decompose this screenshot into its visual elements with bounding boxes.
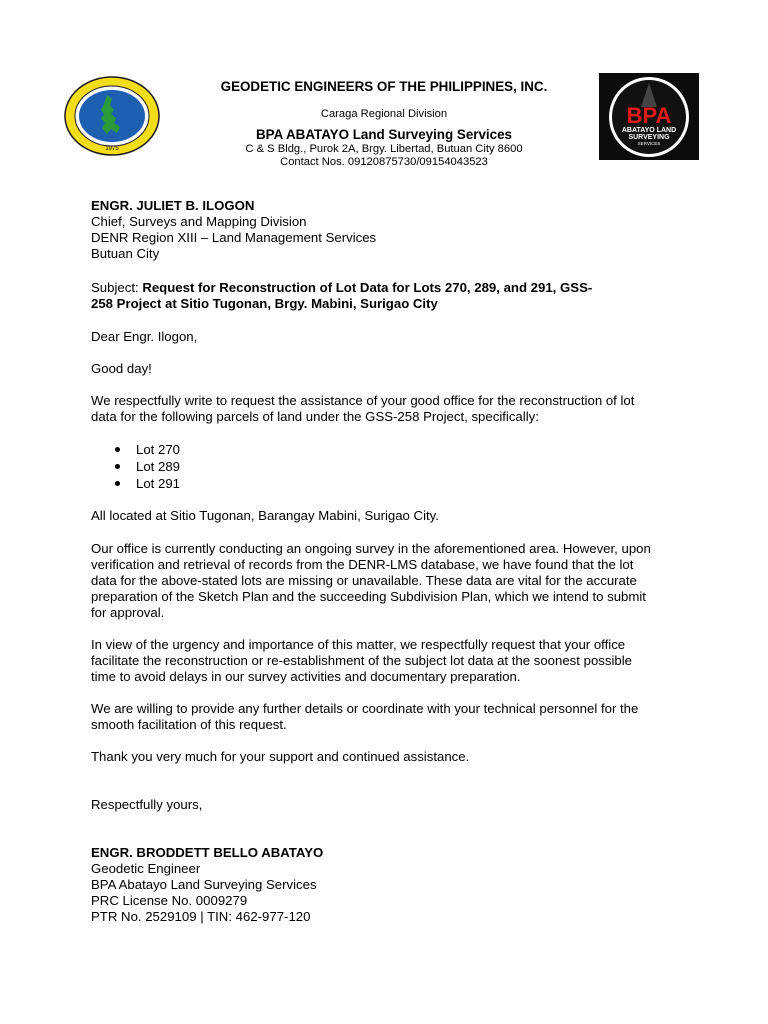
bullet-dot — [115, 464, 120, 469]
subject-text-1: Request for Reconstruction of Lot Data for Lots 270, 289, and 291, GSS- — [142, 280, 593, 295]
logo-initials: BPA — [626, 103, 672, 128]
signatory-prc: PRC License No. 0009279 — [91, 893, 248, 908]
paragraph-3-line-1: In view of the urgency and importance of this matter, we respectfully request that your office — [91, 637, 626, 652]
signatory-name: ENGR. BRODDETT BELLO ABATAYO — [91, 845, 324, 860]
firm-address-block — [0, 143, 768, 169]
salutation: Dear Engr. Ilogon, — [91, 329, 198, 344]
paragraph-2-line-5: for approval. — [91, 605, 165, 620]
bullet-dot — [115, 481, 120, 486]
greeting: Good day! — [91, 361, 152, 376]
paragraph-1-line-2: data for the following parcels of land under the GSS-258 Project, specifically: — [91, 409, 539, 424]
paragraph-1-line-1: We respectfully write to request the assistance of your good office for the reconstruction of lot — [91, 393, 635, 408]
firm-name: BPA ABATAYO Land Surveying Services — [256, 127, 512, 142]
recipient-city: Butuan City — [91, 246, 160, 261]
lot-item: Lot 270 — [136, 442, 180, 457]
thanks-sentence: Thank you very much for your support and continued assistance. — [91, 749, 470, 764]
lot-item: Lot 289 — [136, 459, 180, 474]
recipient-name: ENGR. JULIET B. ILOGON — [91, 198, 255, 213]
recipient-office: DENR Region XIII – Land Management Services — [91, 230, 377, 245]
subject-text-2: 258 Project at Sitio Tugonan, Brgy. Mabini, Surigao City — [91, 296, 438, 311]
subject-label: Subject: — [91, 280, 139, 295]
region-division: Caraga Regional Division — [320, 108, 448, 120]
firm-contacts: Contact Nos. 09120875730/09154043523 — [280, 156, 488, 168]
signatory-firm: BPA Abatayo Land Surveying Services — [91, 877, 317, 892]
logo-line-1: ABATAYO LAND — [621, 127, 677, 134]
seal-year: 1975 — [105, 146, 119, 152]
subject-line-1 — [91, 280, 592, 296]
location-sentence: All located at Sitio Tugonan, Barangay Mabini, Surigao City. — [91, 508, 439, 523]
paragraph-2-line-1: Our office is currently conducting an ongoing survey in the aforementioned area. However, upon — [91, 541, 651, 556]
signatory-ptr-tin: PTR No. 2529109 | TIN: 462-977-120 — [91, 909, 311, 924]
closing: Respectfully yours, — [91, 797, 203, 812]
paragraph-2-line-4: preparation of the Sketch Plan and the succeeding Subdivision Plan, which we intend to submit — [91, 589, 646, 604]
logo-line-2: SURVEYING — [628, 134, 670, 141]
paragraph-4-line-1: We are willing to provide any further details or coordinate with your technical personnel for the — [91, 701, 639, 716]
firm-address: C & S Bldg., Purok 2A, Brgy. Libertad, Butuan City 8600 — [245, 143, 523, 155]
recipient-title: Chief, Surveys and Mapping Division — [91, 214, 307, 229]
paragraph-2-line-2: verification and retrieval of records from the DENR-LMS database, we have found that the lot — [91, 557, 634, 572]
paragraph-3-line-3: time to avoid delays in our survey activities and documentary preparation. — [91, 669, 521, 684]
signatory-title: Geodetic Engineer — [91, 861, 201, 876]
bullet-dot — [115, 447, 120, 452]
paragraph-2-line-3: data for the above-stated lots are missing or unavailable. These data are vital for the accurate — [91, 573, 637, 588]
logo-line-3: SERVICES — [637, 141, 661, 146]
lot-item: Lot 291 — [136, 476, 180, 491]
paragraph-4-line-2: smooth facilitation of this request. — [91, 717, 287, 732]
org-name: GEODETIC ENGINEERS OF THE PHILIPPINES, INC. — [220, 79, 548, 94]
paragraph-3-line-2: facilitate the reconstruction or re-establishment of the subject lot data at the soonest possible — [91, 653, 632, 668]
